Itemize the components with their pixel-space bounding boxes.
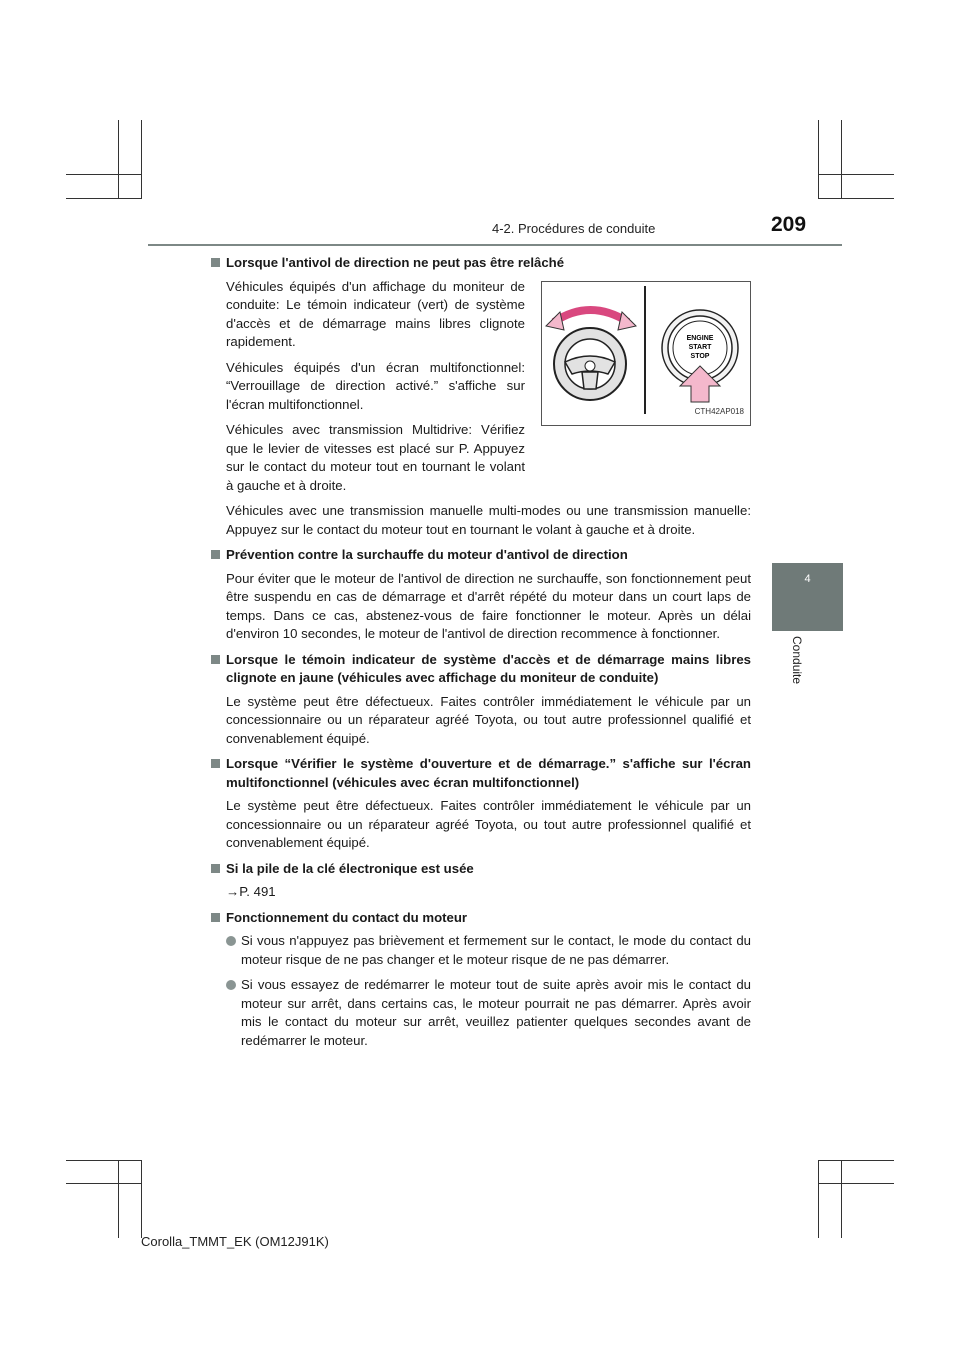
paragraph: Véhicules avec transmission Multidrive: Vérifiez que le levier de vitesses est placé sur P. Appuyez sur le contact du moteur tout en tournant le volant à gauche et à droite. (226, 422, 525, 493)
page-reference-link[interactable]: →P. 491 (226, 884, 276, 899)
heading-text: Fonctionnement du contact du moteur (226, 909, 468, 925)
button-label-engine: ENGINE (686, 334, 714, 342)
figure-code: CTH42AP018 (694, 407, 744, 416)
square-bullet-icon (211, 913, 220, 922)
section-title: 4-2. Procédures de conduite (492, 221, 656, 236)
figure-row (226, 278, 751, 503)
crop-mark (141, 120, 142, 199)
bullet-item (226, 932, 751, 969)
square-bullet-icon (211, 759, 220, 768)
section-heading (211, 546, 751, 565)
chapter-label: Conduite (790, 636, 804, 685)
footer-model: Corolla_TMMT_EK (OM12J91K) (141, 1234, 329, 1249)
heading-text: Si la pile de la clé électronique est usée (226, 860, 474, 876)
page-content (211, 254, 751, 1057)
round-bullet-icon (226, 980, 236, 990)
crop-mark (841, 1160, 842, 1238)
heading-text: Lorsque le témoin indicateur de système d'accès et de démarrage mains libres clignote en jaune (véhicules avec affichage du moniteur de conduite) (226, 651, 751, 685)
crop-mark (66, 174, 142, 175)
section-heading (211, 860, 751, 879)
page-number: 209 (771, 213, 807, 236)
square-bullet-icon (211, 864, 220, 873)
crop-mark (818, 198, 894, 199)
section-heading (211, 254, 751, 273)
button-label-start: START (688, 343, 712, 351)
square-bullet-icon (211, 550, 220, 559)
crop-mark (66, 1183, 142, 1184)
bullet-text: Si vous essayez de redémarrer le moteur tout de suite après avoir mis le contact du moteur sur arrêt, dans certains cas, le moteur pourrait ne pas démarrer. Après avoir mis le contact du moteur sur arrêt, veuillez patienter quelques secondes avant de redémarrer le moteur. (241, 977, 751, 1048)
paragraph: Véhicules équipés d'un écran multifonctionnel: “Verrouillage de direction activé.” s'affiche sur l'écran multifonctionnel. (226, 359, 525, 412)
section-heading (211, 755, 751, 792)
square-bullet-icon (211, 258, 220, 267)
crop-mark (66, 1160, 142, 1161)
paragraph: Le système peut être défectueux. Faites contrôler immédiatement le véhicule par un concessionnaire ou un réparateur agréé Toyota, ou tout autre professionnel qualifié et convenablement équipé. (226, 798, 751, 850)
crop-mark (66, 198, 142, 199)
paragraph: Pour éviter que le moteur de l'antivol de direction ne surchauffe, son fonctionnement peut être suspendu en cas de démarrage et d'arrêt répété du moteur dans un court laps de temps. Dans ce cas, abstenez-vous de faire fonctionner le moteur. Après un délai d'environ 10 secondes, le moteur de l'antivol de direction recommence à fonctionner. (226, 570, 751, 641)
bullet-text: Si vous n'appuyez pas brièvement et fermement sur le contact, le mode du contact du moteur risque de ne pas changer et le moteur risque de ne pas démarrer. (241, 933, 751, 967)
chapter-number: 4 (804, 573, 811, 585)
paragraph: Véhicules avec une transmission manuelle multi-modes ou une transmission manuelle: Appuyez sur le contact du moteur tout en tournant le volant à gauche et à droite. (226, 503, 751, 537)
section-heading (211, 651, 751, 688)
round-bullet-icon (226, 936, 236, 946)
crop-mark (818, 1183, 894, 1184)
figure-text (226, 278, 525, 503)
crop-mark (818, 120, 819, 199)
button-label-stop: STOP (690, 352, 710, 360)
section-heading (211, 909, 751, 928)
crop-mark (818, 1160, 894, 1161)
crop-mark (118, 1160, 119, 1238)
crop-mark (818, 174, 894, 175)
heading-text: Prévention contre la surchauffe du moteur d'antivol de direction (226, 547, 628, 562)
rotation-arrow-icon (554, 310, 628, 322)
crop-mark (118, 120, 119, 199)
steering-engine-switch-illustration (541, 281, 751, 426)
paragraph: Véhicules équipés d'un affichage du moniteur de conduite: Le témoin indicateur (vert) de système d'accès et de démarrage mains libres clignote rapidement. (226, 278, 525, 349)
heading-text: Lorsque l'antivol de direction ne peut pas être relâché (226, 255, 565, 270)
crop-mark (141, 1160, 142, 1238)
square-bullet-icon (211, 655, 220, 664)
header-rule (148, 244, 842, 246)
paragraph: Le système peut être défectueux. Faites contrôler immédiatement le véhicule par un concessionnaire ou un réparateur agréé Toyota, ou tout autre professionnel qualifié et convenablement équipé. (226, 693, 751, 746)
crop-mark (841, 120, 842, 199)
heading-text: Lorsque “Vérifier le système d'ouverture et de démarrage.” s'affiche sur l'écran multifonctionnel (véhicules avec écran multifonctionnel) (226, 756, 751, 790)
crop-mark (818, 1160, 819, 1238)
bullet-item (226, 976, 751, 1050)
